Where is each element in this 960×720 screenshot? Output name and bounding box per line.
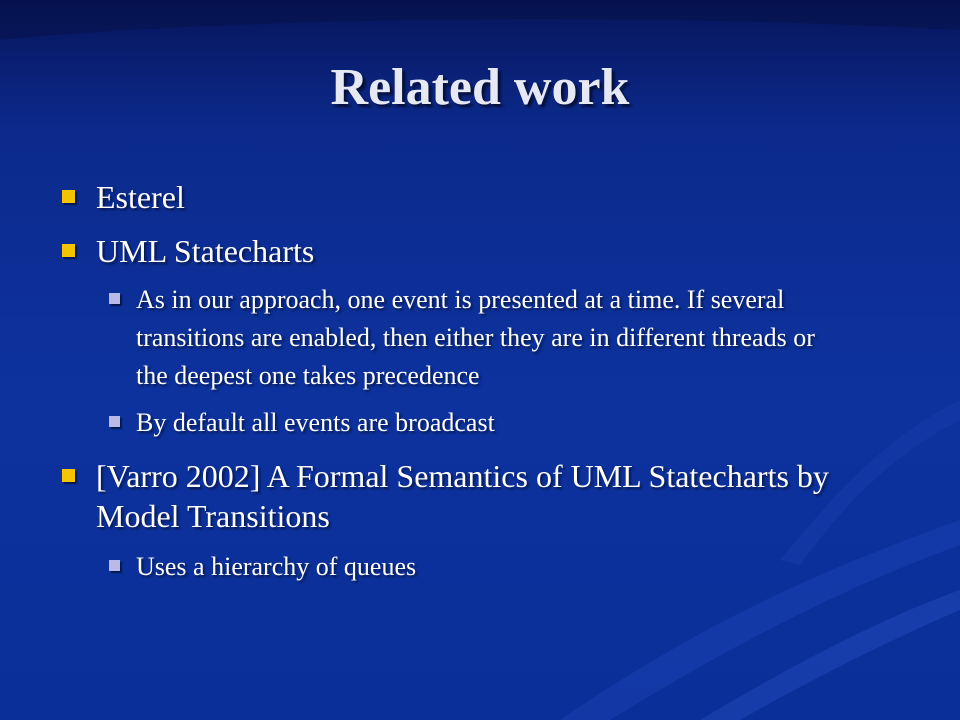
bullet-text: [Varro 2002] A Formal Semantics of UML Statecharts by Model Transitions: [96, 458, 829, 534]
bullet-square-icon: [62, 244, 75, 257]
sub-bullet-item-event-semantics: [109, 281, 829, 395]
sub-bullet-text: As in our approach, one event is presented at a time. If several transitions are enabled, then either they are in different threads or the deepest one takes precedence: [136, 285, 815, 390]
sub-bullet-text: Uses a hierarchy of queues: [136, 552, 417, 581]
bullet-text: UML Statecharts: [96, 233, 315, 269]
bullet-item-varro-2002: [62, 456, 902, 536]
sub-bullet-square-icon: [109, 416, 120, 427]
bullet-item-uml-statecharts: [62, 231, 902, 271]
bullet-item-esterel: [62, 177, 902, 217]
sub-bullet-text: By default all events are broadcast: [136, 408, 495, 437]
bullet-text: Esterel: [96, 179, 185, 215]
sub-bullet-square-icon: [109, 293, 120, 304]
bullet-square-icon: [62, 190, 75, 203]
slide-title: Related work: [330, 59, 630, 116]
sub-bullet-item-broadcast: [109, 404, 829, 442]
sub-bullet-item-queues: [109, 548, 829, 586]
bullet-square-icon: [62, 469, 75, 482]
sub-bullet-square-icon: [109, 560, 120, 571]
